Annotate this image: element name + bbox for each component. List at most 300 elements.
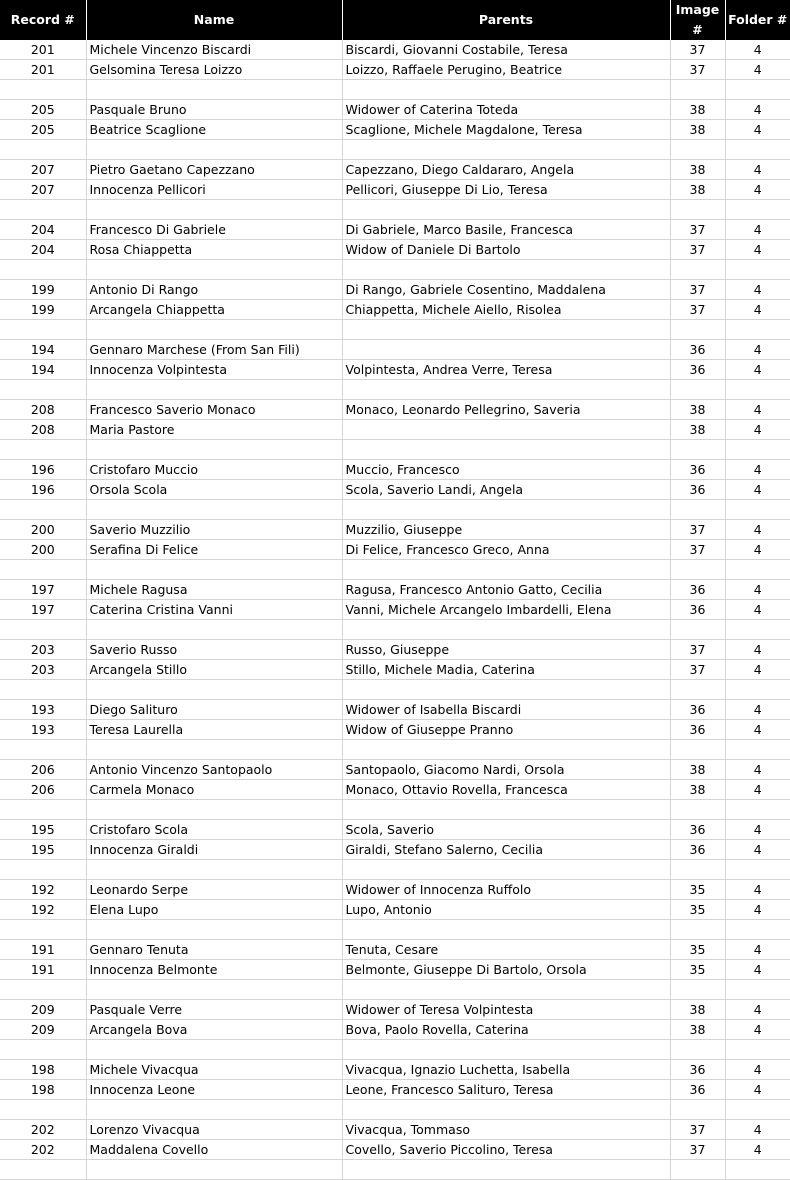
empty-cell[interactable] <box>725 860 790 880</box>
empty-cell[interactable] <box>86 320 342 340</box>
name-cell[interactable]: Diego Salituro <box>86 700 342 720</box>
parents-cell[interactable]: Muzzilio, Giuseppe <box>342 520 670 540</box>
record-cell[interactable]: 209 <box>0 1000 86 1020</box>
folder-cell[interactable]: 4 <box>725 40 790 60</box>
image-cell[interactable]: 36 <box>670 840 725 860</box>
record-cell[interactable]: 203 <box>0 660 86 680</box>
empty-cell[interactable] <box>670 1100 725 1120</box>
empty-cell[interactable] <box>342 380 670 400</box>
empty-cell[interactable] <box>0 80 86 100</box>
empty-cell[interactable] <box>670 1160 725 1180</box>
image-cell[interactable]: 35 <box>670 880 725 900</box>
empty-cell[interactable] <box>725 320 790 340</box>
image-cell[interactable]: 37 <box>670 300 725 320</box>
record-cell[interactable]: 205 <box>0 100 86 120</box>
record-cell[interactable]: 191 <box>0 940 86 960</box>
empty-cell[interactable] <box>86 620 342 640</box>
empty-cell[interactable] <box>725 680 790 700</box>
parents-cell[interactable]: Di Felice, Francesco Greco, Anna <box>342 540 670 560</box>
record-cell[interactable]: 202 <box>0 1140 86 1160</box>
parents-cell[interactable]: Ragusa, Francesco Antonio Gatto, Cecilia <box>342 580 670 600</box>
record-cell[interactable]: 204 <box>0 220 86 240</box>
image-cell[interactable]: 38 <box>670 780 725 800</box>
parents-cell[interactable]: Capezzano, Diego Caldararo, Angela <box>342 160 670 180</box>
empty-cell[interactable] <box>725 800 790 820</box>
image-cell[interactable]: 36 <box>670 700 725 720</box>
empty-cell[interactable] <box>342 680 670 700</box>
folder-cell[interactable]: 4 <box>725 420 790 440</box>
empty-cell[interactable] <box>0 1100 86 1120</box>
name-cell[interactable]: Gelsomina Teresa Loizzo <box>86 60 342 80</box>
empty-cell[interactable] <box>86 920 342 940</box>
record-cell[interactable]: 196 <box>0 460 86 480</box>
folder-cell[interactable]: 4 <box>725 640 790 660</box>
image-cell[interactable]: 37 <box>670 520 725 540</box>
header-folder[interactable]: Folder # <box>725 0 790 40</box>
empty-cell[interactable] <box>0 740 86 760</box>
image-cell[interactable]: 38 <box>670 120 725 140</box>
record-cell[interactable]: 206 <box>0 780 86 800</box>
name-cell[interactable]: Gennaro Tenuta <box>86 940 342 960</box>
empty-cell[interactable] <box>0 1160 86 1180</box>
empty-cell[interactable] <box>86 980 342 1000</box>
record-cell[interactable]: 200 <box>0 540 86 560</box>
empty-cell[interactable] <box>86 260 342 280</box>
name-cell[interactable]: Caterina Cristina Vanni <box>86 600 342 620</box>
folder-cell[interactable]: 4 <box>725 520 790 540</box>
folder-cell[interactable]: 4 <box>725 720 790 740</box>
image-cell[interactable]: 36 <box>670 460 725 480</box>
name-cell[interactable]: Arcangela Stillo <box>86 660 342 680</box>
parents-cell[interactable]: Widow of Daniele Di Bartolo <box>342 240 670 260</box>
parents-cell[interactable]: Vanni, Michele Arcangelo Imbardelli, Elena <box>342 600 670 620</box>
parents-cell[interactable]: Leone, Francesco Salituro, Teresa <box>342 1080 670 1100</box>
record-cell[interactable]: 208 <box>0 400 86 420</box>
image-cell[interactable]: 36 <box>670 600 725 620</box>
parents-cell[interactable]: Muccio, Francesco <box>342 460 670 480</box>
empty-cell[interactable] <box>725 980 790 1000</box>
empty-cell[interactable] <box>342 740 670 760</box>
empty-cell[interactable] <box>86 800 342 820</box>
empty-cell[interactable] <box>725 80 790 100</box>
name-cell[interactable]: Pasquale Verre <box>86 1000 342 1020</box>
record-cell[interactable]: 193 <box>0 700 86 720</box>
parents-cell[interactable]: Widower of Teresa Volpintesta <box>342 1000 670 1020</box>
name-cell[interactable]: Leonardo Serpe <box>86 880 342 900</box>
record-cell[interactable]: 194 <box>0 360 86 380</box>
parents-cell[interactable]: Stillo, Michele Madia, Caterina <box>342 660 670 680</box>
record-cell[interactable]: 197 <box>0 580 86 600</box>
table-row <box>0 240 790 260</box>
record-cell[interactable]: 195 <box>0 840 86 860</box>
image-cell[interactable]: 37 <box>670 60 725 80</box>
header-image[interactable]: Image # <box>670 0 725 40</box>
image-cell[interactable]: 38 <box>670 760 725 780</box>
empty-cell[interactable] <box>725 200 790 220</box>
folder-cell[interactable]: 4 <box>725 820 790 840</box>
empty-cell[interactable] <box>725 260 790 280</box>
record-cell[interactable]: 195 <box>0 820 86 840</box>
empty-cell[interactable] <box>670 620 725 640</box>
name-cell[interactable]: Elena Lupo <box>86 900 342 920</box>
empty-cell[interactable] <box>0 920 86 940</box>
empty-cell[interactable] <box>342 560 670 580</box>
empty-cell[interactable] <box>86 80 342 100</box>
folder-cell[interactable]: 4 <box>725 900 790 920</box>
name-cell[interactable]: Maria Pastore <box>86 420 342 440</box>
image-cell[interactable]: 37 <box>670 280 725 300</box>
name-cell[interactable]: Michele Vincenzo Biscardi <box>86 40 342 60</box>
table-row <box>0 660 790 680</box>
empty-cell[interactable] <box>0 860 86 880</box>
name-cell[interactable]: Antonio Di Rango <box>86 280 342 300</box>
record-cell[interactable]: 203 <box>0 640 86 660</box>
parents-cell[interactable]: Pellicori, Giuseppe Di Lio, Teresa <box>342 180 670 200</box>
image-cell[interactable]: 37 <box>670 1120 725 1140</box>
empty-cell[interactable] <box>342 80 670 100</box>
folder-cell[interactable]: 4 <box>725 760 790 780</box>
image-cell[interactable]: 36 <box>670 360 725 380</box>
record-cell[interactable]: 194 <box>0 340 86 360</box>
image-cell[interactable]: 38 <box>670 100 725 120</box>
empty-cell[interactable] <box>86 740 342 760</box>
empty-cell[interactable] <box>342 200 670 220</box>
empty-cell[interactable] <box>86 500 342 520</box>
empty-cell[interactable] <box>342 980 670 1000</box>
empty-cell[interactable] <box>342 140 670 160</box>
folder-cell[interactable]: 4 <box>725 340 790 360</box>
parents-cell[interactable]: Monaco, Ottavio Rovella, Francesca <box>342 780 670 800</box>
record-cell[interactable]: 191 <box>0 960 86 980</box>
record-cell[interactable]: 205 <box>0 120 86 140</box>
image-cell[interactable]: 35 <box>670 900 725 920</box>
empty-cell[interactable] <box>670 980 725 1000</box>
folder-cell[interactable]: 4 <box>725 360 790 380</box>
parents-cell[interactable]: Widow of Giuseppe Pranno <box>342 720 670 740</box>
folder-cell[interactable]: 4 <box>725 480 790 500</box>
folder-cell[interactable]: 4 <box>725 1000 790 1020</box>
header-name[interactable]: Name <box>86 0 342 40</box>
image-cell[interactable]: 36 <box>670 1060 725 1080</box>
folder-cell[interactable]: 4 <box>725 840 790 860</box>
name-cell[interactable]: Cristofaro Scola <box>86 820 342 840</box>
empty-cell[interactable] <box>86 860 342 880</box>
parents-cell[interactable]: Widower of Innocenza Ruffolo <box>342 880 670 900</box>
folder-cell[interactable]: 4 <box>725 960 790 980</box>
table-row <box>0 880 790 900</box>
folder-cell[interactable]: 4 <box>725 280 790 300</box>
record-cell[interactable]: 198 <box>0 1060 86 1080</box>
empty-cell[interactable] <box>86 440 342 460</box>
folder-cell[interactable]: 4 <box>725 460 790 480</box>
empty-cell[interactable] <box>342 620 670 640</box>
empty-cell[interactable] <box>670 80 725 100</box>
image-cell[interactable]: 36 <box>670 1080 725 1100</box>
empty-cell[interactable] <box>670 140 725 160</box>
folder-cell[interactable]: 4 <box>725 940 790 960</box>
parents-cell[interactable]: Vivacqua, Tommaso <box>342 1120 670 1140</box>
folder-cell[interactable]: 4 <box>725 1140 790 1160</box>
record-cell[interactable]: 192 <box>0 900 86 920</box>
name-cell[interactable]: Antonio Vincenzo Santopaolo <box>86 760 342 780</box>
image-cell[interactable]: 37 <box>670 220 725 240</box>
record-cell[interactable]: 206 <box>0 760 86 780</box>
empty-cell[interactable] <box>670 860 725 880</box>
empty-cell[interactable] <box>0 140 86 160</box>
empty-cell[interactable] <box>670 740 725 760</box>
parents-cell[interactable]: Loizzo, Raffaele Perugino, Beatrice <box>342 60 670 80</box>
record-cell[interactable]: 201 <box>0 60 86 80</box>
parents-cell[interactable] <box>342 340 670 360</box>
parents-cell[interactable]: Tenuta, Cesare <box>342 940 670 960</box>
parents-cell[interactable]: Belmonte, Giuseppe Di Bartolo, Orsola <box>342 960 670 980</box>
empty-cell[interactable] <box>342 860 670 880</box>
name-cell[interactable]: Rosa Chiappetta <box>86 240 342 260</box>
record-cell[interactable]: 202 <box>0 1120 86 1140</box>
empty-cell[interactable] <box>0 980 86 1000</box>
empty-cell[interactable] <box>0 260 86 280</box>
empty-cell[interactable] <box>0 1040 86 1060</box>
parents-cell[interactable]: Di Rango, Gabriele Cosentino, Maddalena <box>342 280 670 300</box>
folder-cell[interactable]: 4 <box>725 160 790 180</box>
folder-cell[interactable]: 4 <box>725 540 790 560</box>
name-cell[interactable]: Saverio Muzzilio <box>86 520 342 540</box>
record-cell[interactable]: 199 <box>0 300 86 320</box>
empty-cell[interactable] <box>86 200 342 220</box>
empty-cell[interactable] <box>670 560 725 580</box>
folder-cell[interactable]: 4 <box>725 60 790 80</box>
parents-cell[interactable]: Covello, Saverio Piccolino, Teresa <box>342 1140 670 1160</box>
name-cell[interactable]: Gennaro Marchese (From San Fili) <box>86 340 342 360</box>
record-cell[interactable]: 200 <box>0 520 86 540</box>
image-cell[interactable]: 38 <box>670 1020 725 1040</box>
name-cell[interactable]: Pasquale Bruno <box>86 100 342 120</box>
image-cell[interactable]: 37 <box>670 1140 725 1160</box>
name-cell[interactable]: Teresa Laurella <box>86 720 342 740</box>
empty-cell[interactable] <box>86 680 342 700</box>
empty-cell[interactable] <box>725 140 790 160</box>
name-cell[interactable]: Innocenza Belmonte <box>86 960 342 980</box>
folder-cell[interactable]: 4 <box>725 1020 790 1040</box>
parents-cell[interactable]: Volpintesta, Andrea Verre, Teresa <box>342 360 670 380</box>
empty-cell[interactable] <box>725 560 790 580</box>
parents-cell[interactable]: Scola, Saverio <box>342 820 670 840</box>
header-record[interactable]: Record # <box>0 0 86 40</box>
empty-cell[interactable] <box>342 500 670 520</box>
empty-cell[interactable] <box>670 320 725 340</box>
parents-cell[interactable]: Giraldi, Stefano Salerno, Cecilia <box>342 840 670 860</box>
empty-cell[interactable] <box>670 500 725 520</box>
empty-cell[interactable] <box>670 440 725 460</box>
parents-cell[interactable]: Scola, Saverio Landi, Angela <box>342 480 670 500</box>
empty-row <box>0 140 790 160</box>
empty-cell[interactable] <box>86 140 342 160</box>
empty-cell[interactable] <box>725 500 790 520</box>
empty-cell[interactable] <box>725 740 790 760</box>
empty-cell[interactable] <box>342 920 670 940</box>
image-cell[interactable]: 37 <box>670 40 725 60</box>
image-cell[interactable]: 38 <box>670 420 725 440</box>
image-cell[interactable]: 37 <box>670 660 725 680</box>
folder-cell[interactable]: 4 <box>725 1080 790 1100</box>
empty-cell[interactable] <box>670 920 725 940</box>
image-cell[interactable]: 37 <box>670 640 725 660</box>
empty-cell[interactable] <box>670 380 725 400</box>
image-cell[interactable]: 36 <box>670 580 725 600</box>
empty-cell[interactable] <box>0 800 86 820</box>
empty-cell[interactable] <box>0 320 86 340</box>
folder-cell[interactable]: 4 <box>725 880 790 900</box>
header-parents[interactable]: Parents <box>342 0 670 40</box>
name-cell[interactable]: Innocenza Volpintesta <box>86 360 342 380</box>
image-cell[interactable]: 35 <box>670 940 725 960</box>
empty-cell[interactable] <box>86 560 342 580</box>
name-cell[interactable]: Serafina Di Felice <box>86 540 342 560</box>
parents-cell[interactable]: Santopaolo, Giacomo Nardi, Orsola <box>342 760 670 780</box>
name-cell[interactable]: Arcangela Bova <box>86 1020 342 1040</box>
folder-cell[interactable]: 4 <box>725 600 790 620</box>
image-cell[interactable]: 37 <box>670 240 725 260</box>
name-cell[interactable]: Innocenza Leone <box>86 1080 342 1100</box>
record-cell[interactable]: 207 <box>0 160 86 180</box>
record-cell[interactable]: 199 <box>0 280 86 300</box>
name-cell[interactable]: Pietro Gaetano Capezzano <box>86 160 342 180</box>
empty-cell[interactable] <box>670 260 725 280</box>
parents-cell[interactable]: Biscardi, Giovanni Costabile, Teresa <box>342 40 670 60</box>
empty-cell[interactable] <box>0 560 86 580</box>
folder-cell[interactable]: 4 <box>725 100 790 120</box>
empty-cell[interactable] <box>670 680 725 700</box>
image-cell[interactable]: 38 <box>670 1000 725 1020</box>
image-cell[interactable]: 36 <box>670 340 725 360</box>
parents-cell[interactable]: Widower of Isabella Biscardi <box>342 700 670 720</box>
image-cell[interactable]: 36 <box>670 720 725 740</box>
empty-cell[interactable] <box>342 440 670 460</box>
empty-cell[interactable] <box>0 680 86 700</box>
parents-cell[interactable]: Monaco, Leonardo Pellegrino, Saveria <box>342 400 670 420</box>
empty-cell[interactable] <box>86 1100 342 1120</box>
name-cell[interactable]: Saverio Russo <box>86 640 342 660</box>
parents-cell[interactable]: Scaglione, Michele Magdalone, Teresa <box>342 120 670 140</box>
empty-cell[interactable] <box>725 1100 790 1120</box>
empty-cell[interactable] <box>0 500 86 520</box>
record-cell[interactable]: 197 <box>0 600 86 620</box>
name-cell[interactable]: Francesco Saverio Monaco <box>86 400 342 420</box>
image-cell[interactable]: 38 <box>670 180 725 200</box>
image-cell[interactable]: 38 <box>670 160 725 180</box>
empty-cell[interactable] <box>0 440 86 460</box>
empty-cell[interactable] <box>725 440 790 460</box>
empty-cell[interactable] <box>725 920 790 940</box>
record-cell[interactable]: 204 <box>0 240 86 260</box>
parents-cell[interactable]: Vivacqua, Ignazio Luchetta, Isabella <box>342 1060 670 1080</box>
parents-cell[interactable]: Bova, Paolo Rovella, Caterina <box>342 1020 670 1040</box>
record-cell[interactable]: 209 <box>0 1020 86 1040</box>
parents-cell[interactable]: Widower of Caterina Toteda <box>342 100 670 120</box>
name-cell[interactable]: Lorenzo Vivacqua <box>86 1120 342 1140</box>
record-cell[interactable]: 208 <box>0 420 86 440</box>
record-cell[interactable]: 207 <box>0 180 86 200</box>
empty-cell[interactable] <box>0 200 86 220</box>
empty-row <box>0 560 790 580</box>
empty-row <box>0 500 790 520</box>
folder-cell[interactable]: 4 <box>725 240 790 260</box>
folder-cell[interactable]: 4 <box>725 780 790 800</box>
image-cell[interactable]: 37 <box>670 540 725 560</box>
table-row <box>0 480 790 500</box>
image-cell[interactable]: 36 <box>670 480 725 500</box>
table-row <box>0 1140 790 1160</box>
empty-cell[interactable] <box>342 260 670 280</box>
name-cell[interactable]: Innocenza Giraldi <box>86 840 342 860</box>
empty-cell[interactable] <box>342 800 670 820</box>
record-cell[interactable]: 198 <box>0 1080 86 1100</box>
name-cell[interactable]: Cristofaro Muccio <box>86 460 342 480</box>
empty-row <box>0 260 790 280</box>
empty-cell[interactable] <box>725 620 790 640</box>
parents-cell[interactable]: Russo, Giuseppe <box>342 640 670 660</box>
name-cell[interactable]: Francesco Di Gabriele <box>86 220 342 240</box>
folder-cell[interactable]: 4 <box>725 1060 790 1080</box>
folder-cell[interactable]: 4 <box>725 220 790 240</box>
name-cell[interactable]: Arcangela Chiappetta <box>86 300 342 320</box>
folder-cell[interactable]: 4 <box>725 400 790 420</box>
name-cell[interactable]: Carmela Monaco <box>86 780 342 800</box>
empty-cell[interactable] <box>342 1160 670 1180</box>
parents-cell[interactable]: Di Gabriele, Marco Basile, Francesca <box>342 220 670 240</box>
parents-cell[interactable]: Lupo, Antonio <box>342 900 670 920</box>
name-cell[interactable]: Michele Vivacqua <box>86 1060 342 1080</box>
folder-cell[interactable]: 4 <box>725 1120 790 1140</box>
empty-cell[interactable] <box>725 1040 790 1060</box>
empty-cell[interactable] <box>670 800 725 820</box>
empty-cell[interactable] <box>670 200 725 220</box>
empty-cell[interactable] <box>86 1160 342 1180</box>
record-cell[interactable]: 193 <box>0 720 86 740</box>
record-cell[interactable]: 196 <box>0 480 86 500</box>
name-cell[interactable]: Beatrice Scaglione <box>86 120 342 140</box>
empty-cell[interactable] <box>86 380 342 400</box>
empty-cell[interactable] <box>670 1040 725 1060</box>
folder-cell[interactable]: 4 <box>725 120 790 140</box>
folder-cell[interactable]: 4 <box>725 700 790 720</box>
folder-cell[interactable]: 4 <box>725 180 790 200</box>
image-cell[interactable]: 38 <box>670 400 725 420</box>
empty-cell[interactable] <box>342 320 670 340</box>
image-cell[interactable]: 35 <box>670 960 725 980</box>
empty-cell[interactable] <box>0 380 86 400</box>
record-cell[interactable]: 192 <box>0 880 86 900</box>
empty-cell[interactable] <box>342 1100 670 1120</box>
parents-cell[interactable] <box>342 420 670 440</box>
image-cell[interactable]: 36 <box>670 820 725 840</box>
empty-row <box>0 680 790 700</box>
empty-cell[interactable] <box>342 1040 670 1060</box>
name-cell[interactable]: Orsola Scola <box>86 480 342 500</box>
name-cell[interactable]: Michele Ragusa <box>86 580 342 600</box>
folder-cell[interactable]: 4 <box>725 300 790 320</box>
name-cell[interactable]: Innocenza Pellicori <box>86 180 342 200</box>
folder-cell[interactable]: 4 <box>725 660 790 680</box>
empty-cell[interactable] <box>86 1040 342 1060</box>
empty-cell[interactable] <box>725 1160 790 1180</box>
name-cell[interactable]: Maddalena Covello <box>86 1140 342 1160</box>
parents-cell[interactable]: Chiappetta, Michele Aiello, Risolea <box>342 300 670 320</box>
empty-cell[interactable] <box>0 620 86 640</box>
record-cell[interactable]: 201 <box>0 40 86 60</box>
empty-cell[interactable] <box>725 380 790 400</box>
folder-cell[interactable]: 4 <box>725 580 790 600</box>
